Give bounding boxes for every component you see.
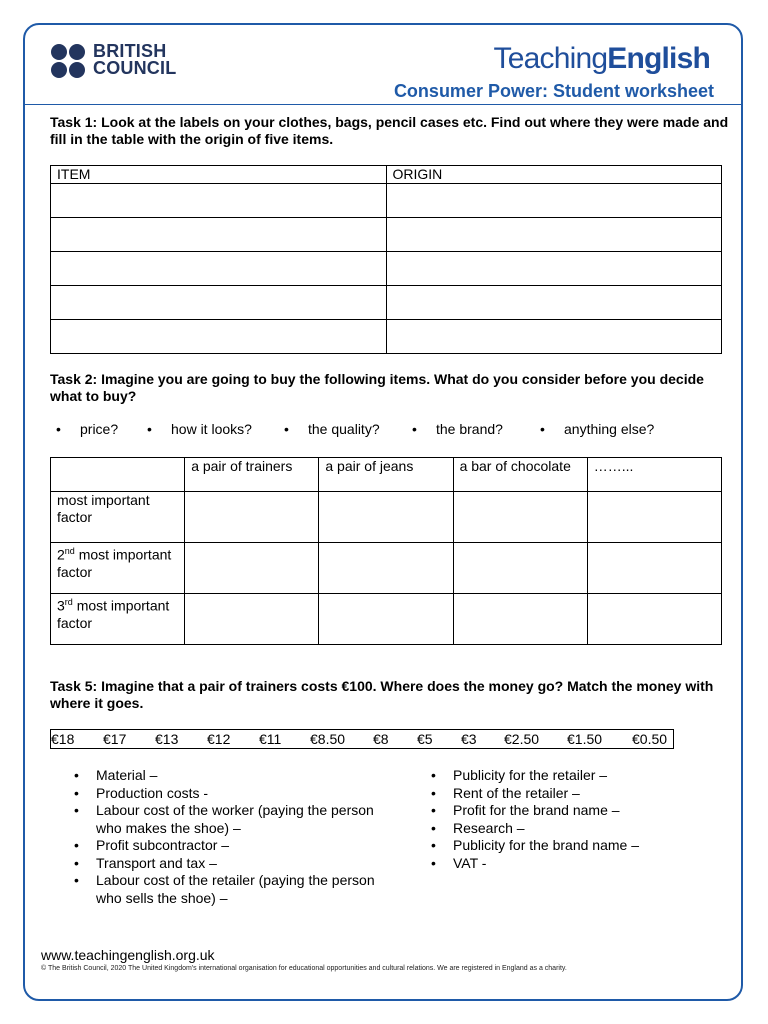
brand-bold: English [607, 42, 710, 75]
bullet-brand: the brand? [436, 421, 503, 437]
list-item: • Transport and tax – [50, 855, 380, 873]
british-council-logo [51, 41, 181, 80]
task1-instruction: Task 1: Look at the labels on your clothes, bags, pencil cases etc. Find out where they were made and fill in the table with the origin of five items. [50, 114, 729, 147]
col-other: ……... [587, 458, 721, 492]
row-most-important: most important factor [51, 492, 185, 543]
item-cell[interactable] [51, 218, 387, 252]
row-third-important: 3rd most important factor [51, 594, 185, 645]
amount: €8 [373, 731, 389, 747]
amount: €8.50 [310, 731, 346, 747]
list-item: • Publicity for the brand name – [407, 837, 737, 855]
list-item: • VAT - [407, 855, 737, 873]
task5-instruction: Task 5: Imagine that a pair of trainers costs €100. Where does the money go? Match the money with where it goes. [50, 678, 714, 711]
origin-cell[interactable] [386, 252, 722, 286]
bullet-else: anything else? [564, 421, 655, 437]
answer-cell[interactable] [185, 594, 319, 645]
task2-bullet-list [50, 421, 730, 439]
answer-cell[interactable] [453, 543, 587, 594]
row-second-important: 2nd most important factor [51, 543, 185, 594]
answer-cell[interactable] [319, 594, 453, 645]
amount: €17 [103, 731, 127, 747]
amount: €11 [259, 731, 282, 747]
list-item: • Research – [407, 820, 737, 838]
list-item: • Labour cost of the worker (paying the person who makes the shoe) – [50, 802, 380, 837]
answer-cell[interactable] [453, 594, 587, 645]
header-divider [25, 104, 741, 105]
bullet-icon: • [284, 421, 289, 437]
col-item-header: ITEM [51, 166, 387, 184]
origin-cell[interactable] [386, 320, 722, 354]
item-cell[interactable] [51, 286, 387, 320]
amount: €0.50 [632, 731, 668, 747]
col-trainers: a pair of trainers [185, 458, 319, 492]
task2-table [50, 457, 722, 645]
origin-cell[interactable] [386, 218, 722, 252]
list-item: • Profit for the brand name – [407, 802, 737, 820]
task2-instruction: Task 2: Imagine you are going to buy the following items. What do you consider before you decide what to buy? [50, 371, 704, 404]
bullet-looks: how it looks? [171, 421, 252, 437]
amount: €12 [207, 731, 231, 747]
list-item: • Profit subcontractor – [50, 837, 380, 855]
amount: €5 [417, 731, 433, 747]
list-item: • Publicity for the retailer – [407, 767, 737, 785]
logo-line1: BRITISH [93, 41, 167, 61]
logo-text [93, 43, 176, 77]
bullet-icon: • [412, 421, 417, 437]
col-jeans: a pair of jeans [319, 458, 453, 492]
logo-dots-icon [51, 44, 87, 80]
bullet-icon: • [56, 421, 61, 437]
answer-cell[interactable] [185, 543, 319, 594]
bullet-quality: the quality? [308, 421, 380, 437]
answer-cell[interactable] [587, 492, 721, 543]
teachingenglish-brand [494, 42, 710, 76]
item-cell[interactable] [51, 252, 387, 286]
col-chocolate: a bar of chocolate [453, 458, 587, 492]
amount: €3 [461, 731, 477, 747]
task1-table [50, 165, 722, 354]
answer-cell[interactable] [319, 492, 453, 543]
footer-url[interactable]: www.teachingenglish.org.uk [41, 947, 215, 963]
item-cell[interactable] [51, 320, 387, 354]
corner-cell [51, 458, 185, 492]
item-cell[interactable] [51, 184, 387, 218]
list-item: • Production costs - [50, 785, 380, 803]
amount: €2.50 [504, 731, 540, 747]
amounts-box [50, 729, 674, 749]
answer-cell[interactable] [319, 543, 453, 594]
origin-cell[interactable] [386, 184, 722, 218]
answer-cell[interactable] [185, 492, 319, 543]
logo-line2: COUNCIL [93, 58, 177, 78]
footer-copyright: © The British Council, 2020 The United Kingdom's international organisation for educational opportunities and cultural relations. We are registered in England as a charity. [41, 965, 567, 972]
origin-cell[interactable] [386, 286, 722, 320]
bullet-price: price? [80, 421, 119, 437]
worksheet-title: Consumer Power: Student worksheet [393, 81, 714, 101]
answer-cell[interactable] [587, 594, 721, 645]
amount: €1.50 [567, 731, 603, 747]
answer-cell[interactable] [453, 492, 587, 543]
bullet-icon: • [147, 421, 152, 437]
bullet-icon: • [540, 421, 545, 437]
list-item: • Rent of the retailer – [407, 785, 737, 803]
col-origin-header: ORIGIN [386, 166, 722, 184]
list-item: • Material – [50, 767, 380, 785]
answer-cell[interactable] [587, 543, 721, 594]
list-item: • Labour cost of the retailer (paying the person who sells the shoe) – [50, 872, 380, 907]
amount: €18 [51, 731, 75, 747]
cost-list-left [50, 767, 380, 907]
cost-list-right [407, 767, 737, 872]
amount: €13 [155, 731, 179, 747]
brand-light: Teaching [493, 42, 608, 75]
